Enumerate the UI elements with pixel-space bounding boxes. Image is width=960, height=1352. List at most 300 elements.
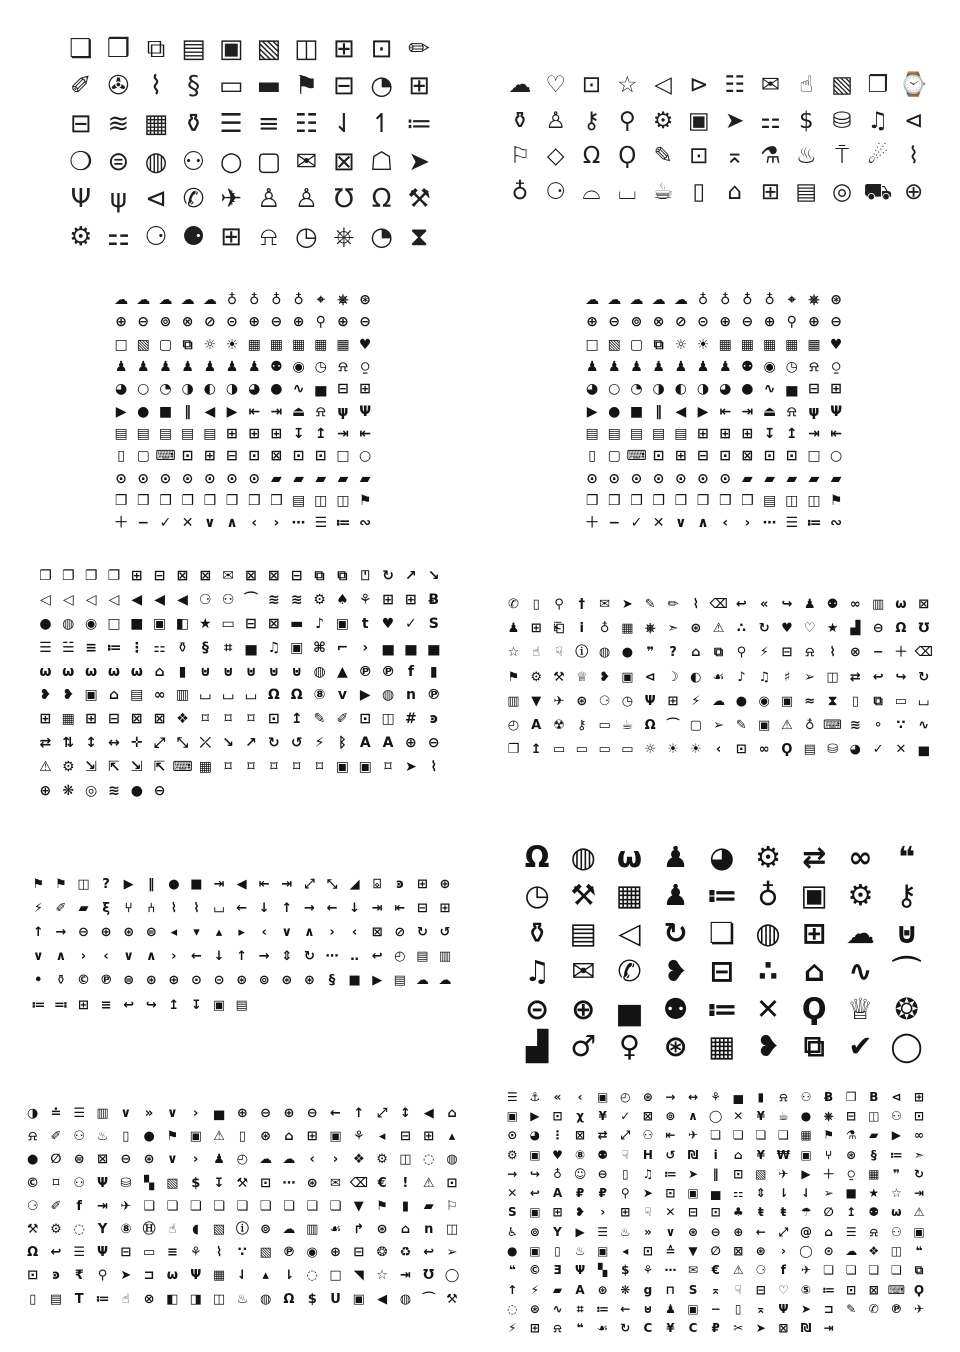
glyph-icon: ✎	[735, 718, 747, 734]
gears-icon: ⚙	[847, 878, 874, 913]
glyph-icon: χ	[576, 1108, 584, 1123]
glyph-icon: ∾	[830, 515, 843, 532]
glyph-icon: ⊙	[203, 470, 216, 487]
glyph-icon: ▢	[158, 336, 173, 353]
glyph-icon: S	[428, 615, 439, 632]
file-blank-icon: ❒	[106, 33, 131, 64]
glyph-icon: ⊟	[808, 381, 820, 398]
glyph-icon: ▢	[136, 448, 150, 465]
list-icon: ≔	[706, 878, 738, 913]
glyph-icon: ⧉	[914, 1263, 924, 1278]
glyph-icon: ⊕	[763, 314, 776, 331]
glyph-icon: ▰	[552, 1282, 563, 1297]
glyph-icon: ⌨	[887, 1282, 906, 1297]
glyph-icon: ☼	[644, 742, 656, 758]
glyph-icon: ☼	[674, 336, 688, 353]
shopping-bags-icon: ⊍	[894, 915, 919, 950]
glyph-icon: ⊞	[697, 425, 709, 442]
glyph-icon: ⊟	[846, 1108, 857, 1123]
glyph-icon: ⚇	[891, 1224, 902, 1239]
file-lines-icon: ▣	[218, 33, 244, 64]
glyph-icon: §	[201, 639, 209, 656]
glyph-icon: ⊡	[763, 448, 776, 465]
glyph-icon: Ⓗ	[142, 1222, 156, 1238]
glyph-icon: ⤢	[304, 876, 315, 892]
zoom-out-icon: ⊝	[524, 991, 550, 1026]
glyph-icon: ⇥	[808, 425, 820, 442]
glyph-icon: ＋	[822, 1166, 835, 1181]
glyph-icon: ⊡	[733, 1166, 744, 1181]
glyph-icon: ▅	[214, 1106, 225, 1122]
lightbulb-icon: Ϙ	[618, 143, 637, 170]
glyph-icon: ⊖	[153, 782, 166, 799]
glyph-icon: ←	[755, 1224, 766, 1239]
glyph-icon: ♁	[742, 292, 753, 309]
glyph-icon: ←	[191, 949, 202, 965]
glyph-icon: ❏	[732, 1128, 744, 1143]
glyph-icon: ≔	[664, 1166, 677, 1181]
glyph-icon: ∿	[763, 381, 776, 398]
glyph-icon: ▥	[175, 687, 190, 704]
news-file-icon: ❐	[867, 72, 889, 99]
glyph-icon: ◑	[696, 381, 710, 398]
glyph-icon: ❒	[181, 492, 194, 509]
glyph-icon: ⇕	[281, 949, 293, 965]
glyph-icon: ◑	[181, 381, 194, 398]
glyph-icon: ☁	[415, 973, 429, 989]
glyph-icon: ♁	[553, 1166, 562, 1181]
glyph-icon: ★	[199, 615, 212, 632]
glyph-icon: ✕	[665, 1205, 676, 1220]
glyph-icon: ⧉	[337, 567, 348, 584]
glyph-icon: ◉	[306, 1245, 318, 1261]
glyph-icon: ⊛	[306, 1175, 318, 1191]
glyph-icon: A	[359, 735, 371, 752]
person-waving-icon: ♟	[662, 840, 689, 875]
glyph-icon: ▣	[358, 759, 372, 776]
glyph-icon: ▣	[529, 1244, 541, 1259]
glyph-icon: ⊲	[891, 1089, 902, 1104]
zoom-in-icon: ⊕	[571, 991, 596, 1026]
glyph-icon: ○	[830, 448, 843, 465]
glyph-icon: $	[191, 1175, 201, 1191]
glyph-icon: S	[688, 1282, 698, 1297]
cloud-sync-icon: ☁	[845, 915, 875, 950]
glyph-icon: ⌑	[224, 711, 232, 728]
glyph-icon: ❒	[225, 492, 239, 509]
image-icon: ▧	[256, 33, 282, 64]
glyph-icon: ❂	[376, 1245, 388, 1261]
glyph-icon: ◯	[799, 1244, 813, 1259]
glyph-icon: ₩	[776, 1147, 791, 1162]
glyph-icon: C	[688, 1321, 698, 1336]
glyph-icon: Ψ	[778, 1301, 789, 1316]
glyph-icon: ⚒	[446, 1291, 458, 1307]
glyph-icon: ⌑	[315, 759, 324, 776]
glyph-icon: ●	[270, 381, 283, 398]
glyph-icon: ☙	[712, 669, 725, 685]
glyph-icon: ♟	[225, 359, 239, 376]
glyph-icon: ♨	[619, 1224, 631, 1239]
glyph-icon: ⊜	[123, 973, 135, 989]
glyph-icon: ⊜	[145, 924, 157, 940]
glyph-icon: ◍	[259, 1291, 272, 1307]
glyph-icon: ✛	[130, 735, 143, 752]
glyph-icon: ∨	[167, 1106, 178, 1122]
glyph-icon: ͽ	[429, 711, 438, 728]
glyph-icon: ⊠	[778, 1321, 789, 1336]
glyph-icon: ✉	[688, 1263, 699, 1278]
glyph-icon: ⚘	[358, 591, 372, 608]
glyph-icon: ＋	[894, 645, 908, 661]
glyph-icon: Ω	[267, 687, 280, 704]
glyph-icon: ⑂	[124, 900, 133, 916]
glyph-icon: ⑤	[800, 1282, 812, 1297]
glyph-icon: ⊕	[236, 1106, 248, 1122]
glyph-icon: ψ	[337, 403, 349, 420]
glyph-icon: ▦	[762, 336, 777, 353]
hourglass-icon: ⧗	[410, 221, 429, 252]
glyph-icon: ⇤	[394, 900, 406, 916]
glyph-icon: ⊡	[260, 1175, 272, 1191]
glyph-icon: ⊠	[270, 448, 283, 465]
glyph-icon: ◕	[585, 381, 599, 398]
glyph-icon: ↪	[781, 596, 793, 612]
glyph-icon: ⍾	[28, 1129, 37, 1145]
glyph-icon: ☽	[667, 669, 679, 685]
glyph-icon: ⍾	[316, 403, 326, 420]
glyph-icon: ω	[895, 596, 907, 612]
glyph-icon: ←	[236, 900, 248, 916]
glyph-icon: ∅	[710, 1244, 721, 1259]
glyph-icon: Ψ	[97, 1245, 109, 1261]
glyph-icon: ❞	[892, 1166, 900, 1181]
glyph-icon: ⊝	[226, 314, 238, 331]
glyph-icon: ⇥	[281, 876, 293, 892]
glyph-icon: ⊖	[306, 1106, 318, 1122]
glyph-icon: ©	[528, 1263, 541, 1278]
glyph-icon: ♻	[399, 1245, 412, 1261]
lock-icon: Ω	[371, 184, 392, 215]
glyph-icon: n	[405, 687, 416, 704]
glyph-icon: ⚠	[39, 759, 52, 776]
calendar-icon: ⊞	[760, 179, 781, 206]
glyph-icon: ✎	[313, 711, 326, 728]
glyph-icon: ⊙	[226, 470, 238, 487]
glyph-icon: ▣	[84, 687, 98, 704]
glyph-icon: »	[643, 1224, 652, 1239]
glyph-icon: ⌑	[247, 711, 255, 728]
glyph-icon: ξ	[102, 900, 110, 916]
glyph-icon: ›	[273, 515, 280, 532]
glyph-icon: ♥	[829, 336, 843, 353]
glyph-icon: ‹	[103, 949, 109, 965]
glyph-icon: ‖	[655, 403, 663, 420]
glyph-icon: ⊛	[642, 1089, 653, 1104]
glyph-icon: ▤	[49, 1291, 63, 1307]
glyph-icon: ⊠	[642, 1108, 653, 1123]
glyph-icon: ⇥	[270, 403, 283, 420]
glyph-icon: ⊛	[145, 973, 157, 989]
glyph-icon: ⌫	[914, 645, 933, 661]
glyph-icon: ♟	[507, 620, 520, 636]
glyph-icon: ⊞	[85, 711, 97, 728]
glyph-icon: ⌇	[215, 1245, 223, 1261]
glyph-icon: Ω	[290, 687, 303, 704]
glyph-icon: ₪	[687, 1147, 699, 1162]
glyph-icon: ▣	[506, 1108, 518, 1123]
glyph-icon: ⚉	[270, 359, 283, 376]
glyph-icon: i	[713, 1147, 718, 1162]
glyph-icon: ›	[362, 639, 369, 656]
glyph-icon: ❏	[845, 1263, 857, 1278]
glyph-icon: ℗	[381, 663, 396, 680]
glyph-icon: ◫	[314, 492, 328, 509]
glyph-icon: ⊠	[130, 711, 143, 728]
user-icon: ♙	[257, 184, 281, 215]
glyph-icon: ◁	[85, 591, 97, 608]
glyph-icon: ›	[171, 949, 177, 965]
glyph-icon: ⌂	[691, 645, 701, 661]
glyph-icon: Ϙ	[913, 1282, 925, 1297]
glyph-icon: ☀	[225, 336, 239, 353]
glyph-icon: ⚑	[829, 492, 843, 509]
glyph-icon: ⌨	[155, 448, 176, 465]
glyph-icon: ⚑	[55, 876, 67, 892]
glyph-icon: ⊞	[741, 425, 754, 442]
glyph-icon: ⌑	[292, 759, 301, 776]
glyph-icon: ❒	[159, 492, 172, 509]
glyph-icon: ▧	[136, 336, 150, 353]
glyph-icon: ⤢	[620, 1128, 631, 1143]
glyph-icon: ŧ	[780, 1205, 787, 1220]
glyph-icon: ↻	[267, 735, 280, 752]
glyph-icon: ▶	[697, 403, 709, 420]
glyph-icon: ⊠	[741, 448, 754, 465]
glyph-icon: @	[800, 1224, 813, 1239]
align-center-icon: ≡	[257, 108, 280, 139]
glyph-icon: ⚙	[530, 669, 543, 685]
glyph-icon: ↑	[281, 900, 293, 916]
toggle-on-icon: ⚈	[181, 221, 206, 252]
glyph-icon: ▣	[529, 1147, 541, 1162]
glyph-icon: ⊙	[159, 470, 172, 487]
glyph-icon: ⊕	[337, 314, 349, 331]
glyph-icon: $	[621, 1263, 630, 1278]
glyph-icon: ⊞	[830, 381, 843, 398]
glyph-icon: ▣	[153, 615, 167, 632]
glyph-icon: ▰	[315, 470, 327, 487]
glyph-icon: ⌨	[626, 448, 647, 465]
glyph-icon: B	[869, 1089, 879, 1104]
glyph-icon: ➢	[823, 1186, 834, 1201]
glyph-icon: ⌐	[336, 639, 349, 656]
glyph-icon: ■	[629, 403, 644, 420]
glyph-icon: ↪	[895, 669, 907, 685]
glyph-icon: ⊍	[245, 663, 257, 680]
glyph-icon: ☕	[778, 1108, 789, 1123]
glyph-icon: ⊞	[270, 425, 283, 442]
glyph-icon: ⊞	[913, 1089, 925, 1104]
glyph-icon: ⚷	[577, 718, 587, 734]
glyph-icon: ∨	[167, 1152, 178, 1168]
glyph-icon: ⊙	[630, 470, 643, 487]
glyph-icon: ⚆	[199, 591, 212, 608]
glyph-icon: ↩	[423, 1245, 435, 1261]
glyph-icon: ⊕	[283, 1106, 295, 1122]
glyph-icon: ♟	[585, 359, 599, 376]
glyph-icon: ☰	[73, 1245, 86, 1261]
cd-icon: ◎	[832, 179, 853, 206]
glyph-icon: ⑧	[120, 1222, 132, 1238]
glyph-icon: −	[710, 1301, 721, 1316]
glyph-icon: ↪	[529, 1166, 540, 1181]
glyph-icon: ›	[600, 1205, 606, 1220]
glyph-icon: ⊟	[697, 448, 709, 465]
glyph-icon: Ω	[895, 620, 907, 636]
diamond-icon: ◇	[546, 143, 565, 170]
glyph-icon: ❒	[247, 492, 261, 509]
glyph-icon: ∞	[153, 687, 166, 704]
glyph-icon: ⊕	[719, 314, 732, 331]
glyph-icon: ✂	[733, 1321, 744, 1336]
glyph-icon: ↕	[399, 1106, 411, 1122]
monitor-icon: ⊡	[689, 143, 709, 170]
glyph-icon: ⌑	[52, 1175, 60, 1191]
glyph-icon: ↪	[145, 997, 157, 1013]
glyph-icon: ∾	[359, 515, 372, 532]
glyph-icon: ≔	[95, 1291, 110, 1307]
glyph-icon: ⊕	[115, 314, 127, 331]
glyph-icon: ✕	[507, 1186, 518, 1201]
glyph-icon: ⇤	[258, 876, 270, 892]
glyph-icon: ⚏	[153, 639, 166, 656]
glyph-icon: ❏	[283, 1198, 295, 1214]
fire-icon: ☄	[867, 143, 889, 170]
open-book-icon: ◫	[294, 33, 319, 64]
glyph-icon: ▯	[122, 1129, 130, 1145]
glyph-icon: ∧	[226, 515, 238, 532]
glyph-icon: ✉	[599, 596, 611, 612]
glyph-icon: Y	[553, 1224, 562, 1239]
glyph-icon: ⚉	[826, 596, 839, 612]
glyph-icon: ⌴	[245, 687, 257, 704]
glyph-icon: ▢	[689, 718, 702, 734]
glyph-icon: ⚲	[786, 314, 797, 331]
glyph-icon: ⌴	[918, 693, 929, 709]
outline-icon-set-documents	[62, 30, 438, 256]
glyph-icon: ▲	[337, 663, 348, 680]
glyph-icon: ₽	[711, 1321, 720, 1336]
glyph-icon: ▰	[293, 470, 304, 487]
glyph-icon: ✈	[553, 693, 565, 709]
glyph-icon: ⌂	[154, 663, 165, 680]
glyph-icon: ◯	[444, 1268, 460, 1284]
glyph-icon: →	[665, 1089, 676, 1104]
glyph-icon: ⊟	[153, 567, 166, 584]
glyph-icon: ▤	[136, 425, 150, 442]
glyph-icon: t	[361, 615, 369, 632]
settings-sliders-icon: ⚏	[106, 221, 131, 252]
glyph-icon: ●	[137, 403, 150, 420]
tag-icon: ⚐	[509, 143, 531, 170]
calculator-icon: ⊞	[408, 71, 431, 102]
glyph-icon: ⎗	[553, 620, 565, 636]
glyph-icon: Ϙ	[781, 742, 793, 758]
glyph-icon: ◴	[507, 718, 520, 734]
glyph-icon: ⌑	[384, 759, 392, 776]
glyph-icon: ▦	[785, 336, 799, 353]
glyph-icon: ☁	[585, 292, 600, 309]
glyph-icon: ✆	[507, 596, 519, 612]
thumbs-up-icon: ☝	[799, 72, 814, 99]
glyph-icon: ➤	[755, 1321, 766, 1336]
glyph-icon: v	[337, 687, 347, 704]
glyph-icon: ⇄	[597, 1128, 608, 1143]
glyph-icon: f	[76, 1198, 83, 1214]
glyph-icon: ⌂	[284, 1129, 294, 1145]
glyph-icon: ∧	[55, 949, 67, 965]
glyph-icon: ◕	[719, 381, 732, 398]
heart-icon: ♡	[545, 72, 566, 99]
glyph-icon: ⚇	[221, 591, 235, 608]
stats-bars-icon: ▟	[525, 1029, 549, 1064]
glyph-icon: ☀	[689, 742, 702, 758]
glyph-icon: ⊜	[73, 1152, 85, 1168]
glyph-icon: ⚠	[781, 718, 793, 734]
glyph-icon: ☁	[629, 292, 644, 309]
glyph-icon: →	[507, 1166, 518, 1181]
glyph-icon: ←	[330, 1106, 341, 1122]
glyph-icon: ♟	[213, 1152, 225, 1168]
glyph-icon: ■	[348, 973, 361, 989]
glyph-icon: ↧	[292, 425, 305, 442]
glyph-icon: ♟	[203, 359, 217, 376]
glyph-icon: ➣	[667, 620, 679, 636]
phone-icon: ✆	[617, 953, 642, 988]
glyph-icon: §	[870, 1147, 877, 1162]
glyph-icon: ✎	[846, 1301, 857, 1316]
alarm-clock-icon: ⍾	[260, 221, 278, 252]
glyph-icon: ◷	[785, 359, 798, 376]
glyph-icon: ℗	[282, 1245, 296, 1261]
glyph-icon: ☁	[607, 292, 622, 309]
glyph-icon: ↗	[405, 567, 417, 584]
glyph-icon: ⊚	[260, 1222, 272, 1238]
glyph-icon: ▥	[872, 596, 885, 612]
glyph-icon: ⊙	[137, 470, 150, 487]
glyph-icon: ⊡	[710, 1205, 721, 1220]
glyph-icon: ☺	[573, 1166, 587, 1181]
glyph-icon: ⊕	[292, 314, 305, 331]
glyph-icon: ▤	[803, 742, 816, 758]
glyph-icon: ⏏	[291, 403, 306, 420]
glyph-icon: ▮	[429, 663, 438, 680]
glyph-icon: ∵	[237, 1245, 247, 1261]
solid-glyph-set-right-duplicate	[581, 289, 847, 534]
glyph-icon: Ψ	[190, 1268, 202, 1284]
glyph-icon: ⊚	[159, 314, 172, 331]
glyph-icon: ₽	[598, 1186, 607, 1201]
glyph-icon: ¥	[756, 1147, 765, 1162]
glyph-icon: ➤	[642, 1186, 653, 1201]
glyph-icon: ■	[190, 876, 203, 892]
trophy-icon: ♕	[847, 991, 874, 1026]
glyph-icon: ≋	[108, 782, 120, 799]
glyph-icon: ☁	[136, 292, 151, 309]
dense-glyph-set-windows-commerce	[34, 564, 445, 803]
key-icon: ⚷	[583, 107, 600, 134]
